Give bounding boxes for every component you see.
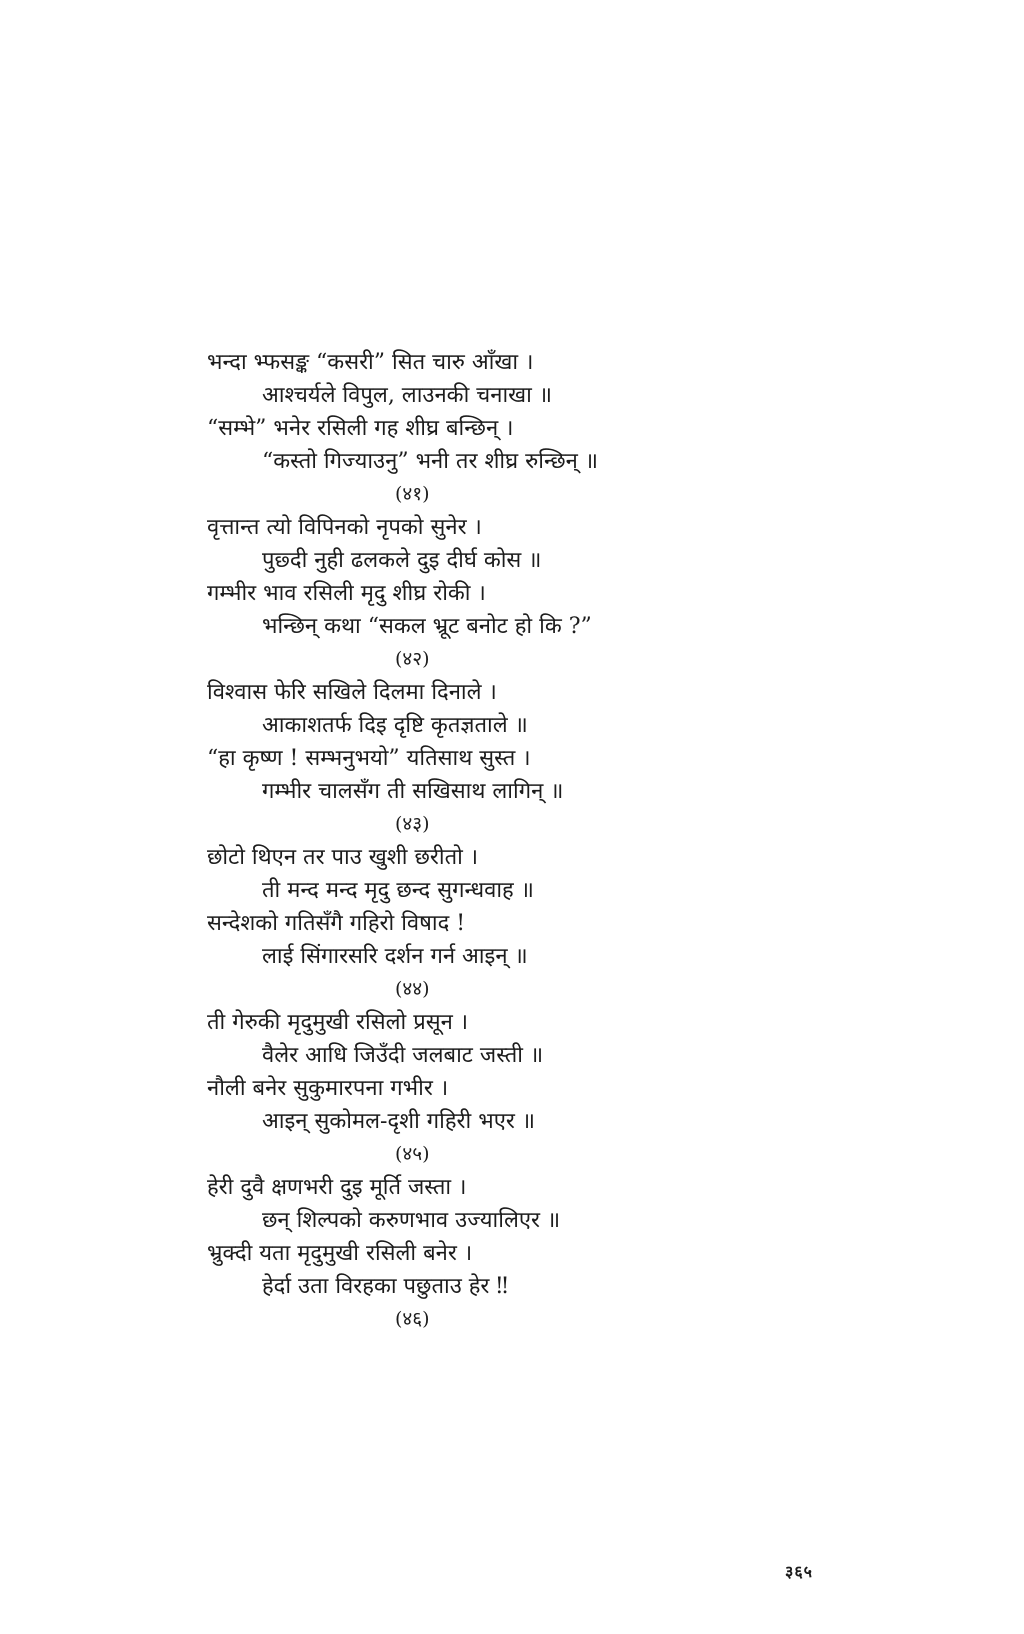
stanza-42 [207, 511, 667, 676]
verse-line: छोटो थिएन तर पाउ खुशी छरीतो । [207, 845, 479, 870]
verse-line: ती गेरुकी मृदुमुखी रसिलो प्रसून । [207, 1010, 469, 1035]
stanza-45 [207, 1006, 667, 1171]
page-number: ३६५ [785, 1562, 813, 1581]
verse-line: हेर्दा उता विरहका पछुताउ हेर ‼ [262, 1274, 509, 1299]
verse-line: ती मन्द मन्द मृदु छन्द सुगन्धवाह ॥ [262, 878, 534, 903]
verse-line: लाई सिंगारसरि दर्शन गर्न आइन् ॥ [262, 944, 528, 969]
verse-line: वैलेर आधि जिउँदी जलबाट जस्ती ॥ [262, 1043, 544, 1068]
stanza-number: (४१) [395, 483, 430, 505]
verse-line: “सम्भे” भनेर रसिली गह शीघ्र बन्छिन् । [207, 416, 514, 441]
verse-line: “कस्तो गिज्याउनु” भनी तर शीघ्र रुन्छिन् ॥ [262, 449, 599, 474]
stanza-number: (४४) [395, 978, 430, 1000]
verse-line: सन्देशको गतिसँगै गहिरो विषाद ! [207, 911, 466, 936]
verse-line: भन्छिन् कथा “सकल भ्रूट बनोट हो कि ?” [262, 614, 592, 639]
verse-line: वृत्तान्त त्यो विपिनको नृपको सुनेर । [207, 515, 482, 540]
verse-line: आश्चर्यले विपुल, लाउनकी चनाखा ॥ [262, 383, 553, 408]
verse-line: “हा कृष्ण ! सम्भनुभयो” यतिसाथ सुस्त । [207, 746, 531, 771]
stanza-43 [207, 676, 667, 841]
stanza-46 [207, 1171, 667, 1336]
stanza-44 [207, 841, 667, 1006]
verse-line: हेरी दुवै क्षणभरी दुइ मूर्ति जस्ता । [207, 1175, 467, 1200]
verse-line: आकाशतर्फ दिइ दृष्टि कृतज्ञताले ॥ [262, 713, 528, 738]
stanza-number: (४२) [395, 648, 430, 670]
verse-line: नौली बनेर सुकुमारपना गभीर । [207, 1076, 449, 1101]
stanza-number: (४५) [395, 1143, 430, 1165]
verse-line: भन्दा भ्फसङ्क “कसरी” सित चारु आँखा । [207, 350, 534, 375]
verse-line: छन् शिल्पको करुणभाव उज्यालिएर ॥ [262, 1208, 561, 1233]
verse-line: विश्वास फेरि सखिले दिलमा दिनाले । [207, 680, 497, 705]
verse-line: भ्रुक्दी यता मृदुमुखी रसिली बनेर । [207, 1241, 473, 1266]
verse-line: पुछ्दी नुही ढलकले दुइ दीर्घ कोस ॥ [262, 548, 542, 573]
stanza-41 [207, 346, 667, 511]
verse-line: गम्भीर चालसँग ती सखिसाथ लागिन् ॥ [262, 779, 564, 804]
stanza-number: (४३) [395, 813, 430, 835]
verse-line: गम्भीर भाव रसिली मृदु शीघ्र रोकी । [207, 581, 486, 606]
poem-body [207, 346, 667, 1336]
stanza-number: (४६) [395, 1308, 430, 1330]
verse-line: आइन् सुकोमल-दृशी गहिरी भएर ॥ [262, 1109, 536, 1134]
